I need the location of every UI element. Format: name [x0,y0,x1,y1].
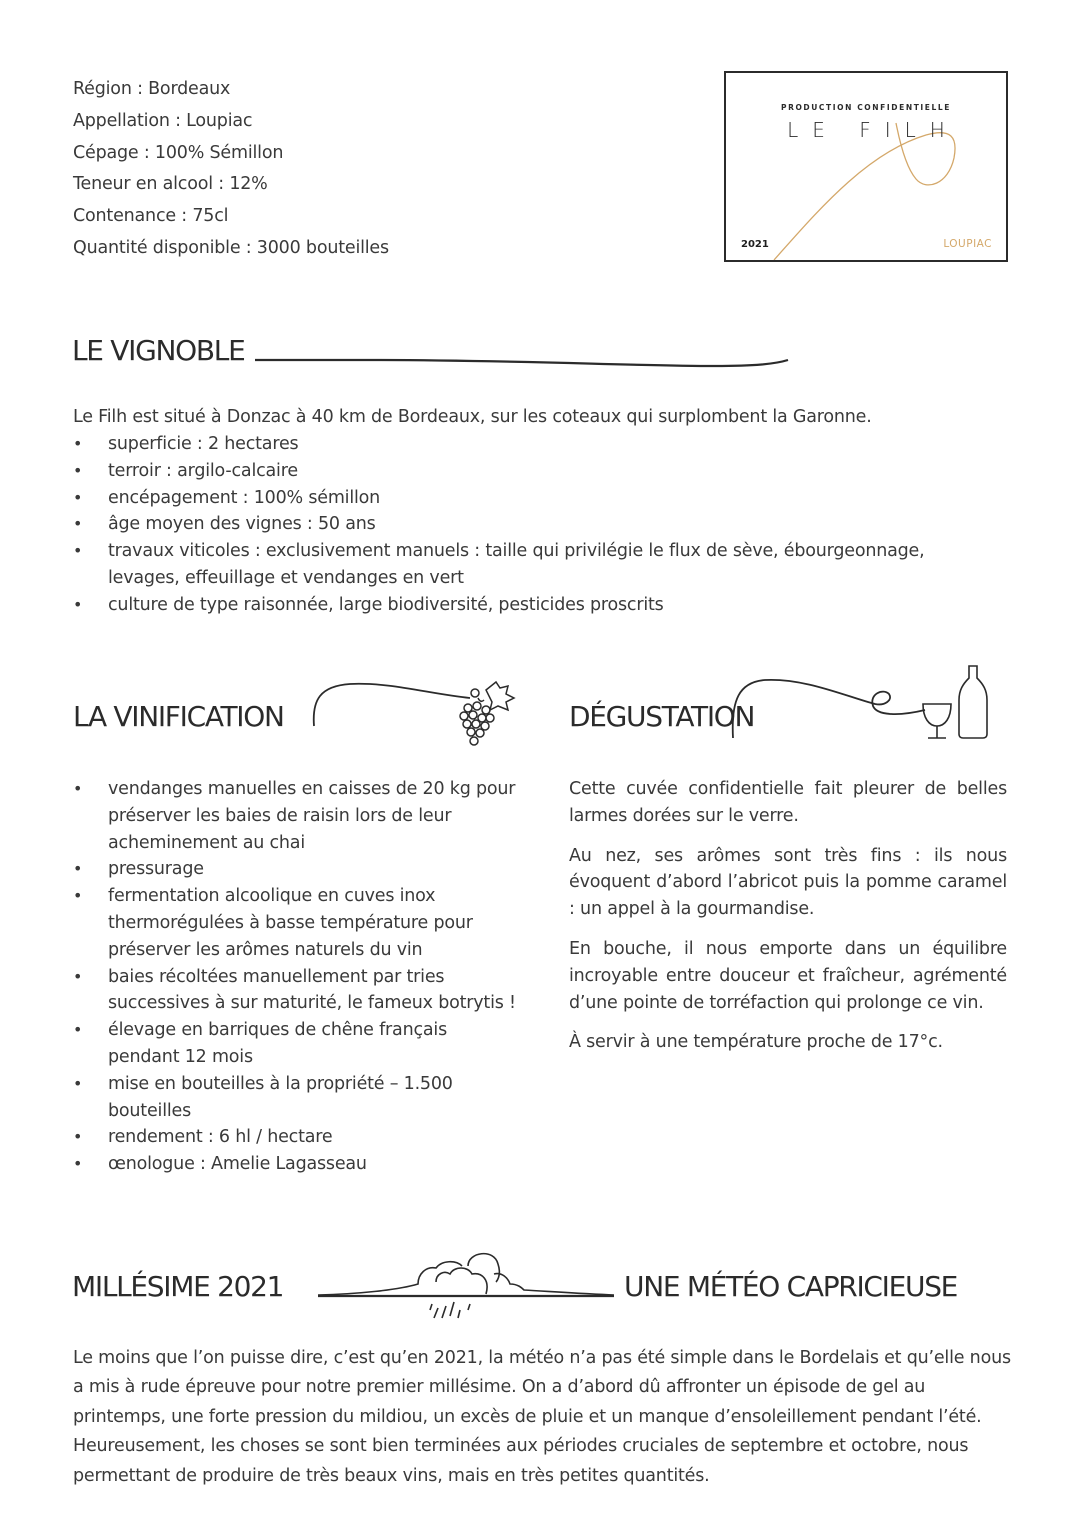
list-item: • pressurage [73,856,523,883]
list-item: • baies récoltées manuellement par tries successives à sur maturité, le fameux botrytis ! [73,964,523,1018]
heading-underline-stroke [255,350,795,370]
spec-quantity: Quantité disponible : 3000 bouteilles [73,237,389,258]
spec-alcohol: Teneur en alcool : 12% [73,174,268,195]
spec-appellation: Appellation : Loupiac [73,110,253,131]
wine-label-image [724,71,1008,262]
list-item: • élevage en barriques de chêne français pendant 12 mois [73,1017,523,1071]
wine-specs [73,74,389,265]
vignoble-intro: Le Filh est situé à Donzac à 40 km de Bordeaux, sur les coteaux qui surplombent la Garonne. [73,407,872,427]
label-year: 2021 [741,239,769,250]
spec-region: Région : Bordeaux [73,79,231,99]
list-item: • œnologue : Amelie Lagasseau [73,1151,523,1178]
list-item: • culture de type raisonnée, large biodiversité, pesticides proscrits [73,592,973,619]
vinification-list [73,776,523,1178]
degustation-paragraph: À servir à une température proche de 17°c. [569,1032,943,1053]
list-item: • travaux viticoles : exclusivement manuels : taille qui privilégie le flux de sève, ébourgeonnage, levages, effeuillage et vendanges en vert [73,538,973,592]
degustation-paragraph: En bouche, il nous emporte dans un équilibre incroyable entre douceur et fraîcheur, agrémenté d’une pointe de torréfaction qui prolonge ce vin. [569,938,1007,1013]
vinification-heading: LA VINIFICATION [73,700,284,733]
list-item: • fermentation alcoolique en cuves inox thermorégulées à basse température pour préserver les arômes naturels du vin [73,883,523,963]
degustation-heading: DÉGUSTATION [569,700,755,733]
spec-volume: Contenance : 75cl [73,206,229,227]
signature-swirl-icon [726,73,1006,260]
list-item: • rendement : 6 hl / hectare [73,1124,523,1151]
list-item: • encépagement : 100% sémillon [73,485,973,512]
degustation-paragraph: Cette cuvée confidentielle fait pleurer de belles larmes dorées sur le verre. [569,779,1007,826]
list-item: • superficie : 2 hectares [73,431,973,458]
label-appellation: LOUPIAC [943,238,992,250]
millesime-heading: MILLÉSIME 2021 [72,1270,284,1303]
vignoble-list [73,431,973,619]
list-item: • terroir : argilo-calcaire [73,458,973,485]
wine-bottle-icon [959,666,987,738]
list-item: • vendanges manuelles en caisses de 20 kg pour préserver les baies de raisin lors de leur acheminement au chai [73,776,523,856]
grape-icon [300,660,530,755]
label-tagline: PRODUCTION CONFIDENTIELLE [780,103,952,112]
label-brand: LE FILH [787,118,959,142]
millesime-text: Le moins que l’on puisse dire, c’est qu’en 2021, la météo n’a pas été simple dans le Bordelais et qu’elle nous a mis à rude épreuve pour notre premier millésime. On a d’abord dû affronter un épisode de gel au printemps, une forte pression du mildiou, un excès de pluie et un manque d’ensoleillement pendant l’été. Heureusement, les choses se sont bien terminées aux périodes cruciales de septembre et octobre, nous permettant de produire de très beaux vins, mais en très petites quantités. [73,1348,1011,1486]
meteo-heading: UNE MÉTÉO CAPRICIEUSE [624,1270,958,1303]
list-item: • âge moyen des vignes : 50 ans [73,511,973,538]
list-item: • mise en bouteilles à la propriété – 1.500 bouteilles [73,1071,523,1125]
spec-cepage: Cépage : 100% Sémillon [73,142,284,163]
degustation-paragraph: Au nez, ses arômes sont très fins : ils nous évoquent d’abord l’abricot puis la pomme caramel : un appel à la gourmandise. [569,845,1007,920]
vignoble-heading: LE VIGNOBLE [72,334,245,367]
rain-cloud-icon [318,1248,614,1328]
degustation-text [569,776,1007,1069]
wine-glass-icon [725,660,1005,745]
